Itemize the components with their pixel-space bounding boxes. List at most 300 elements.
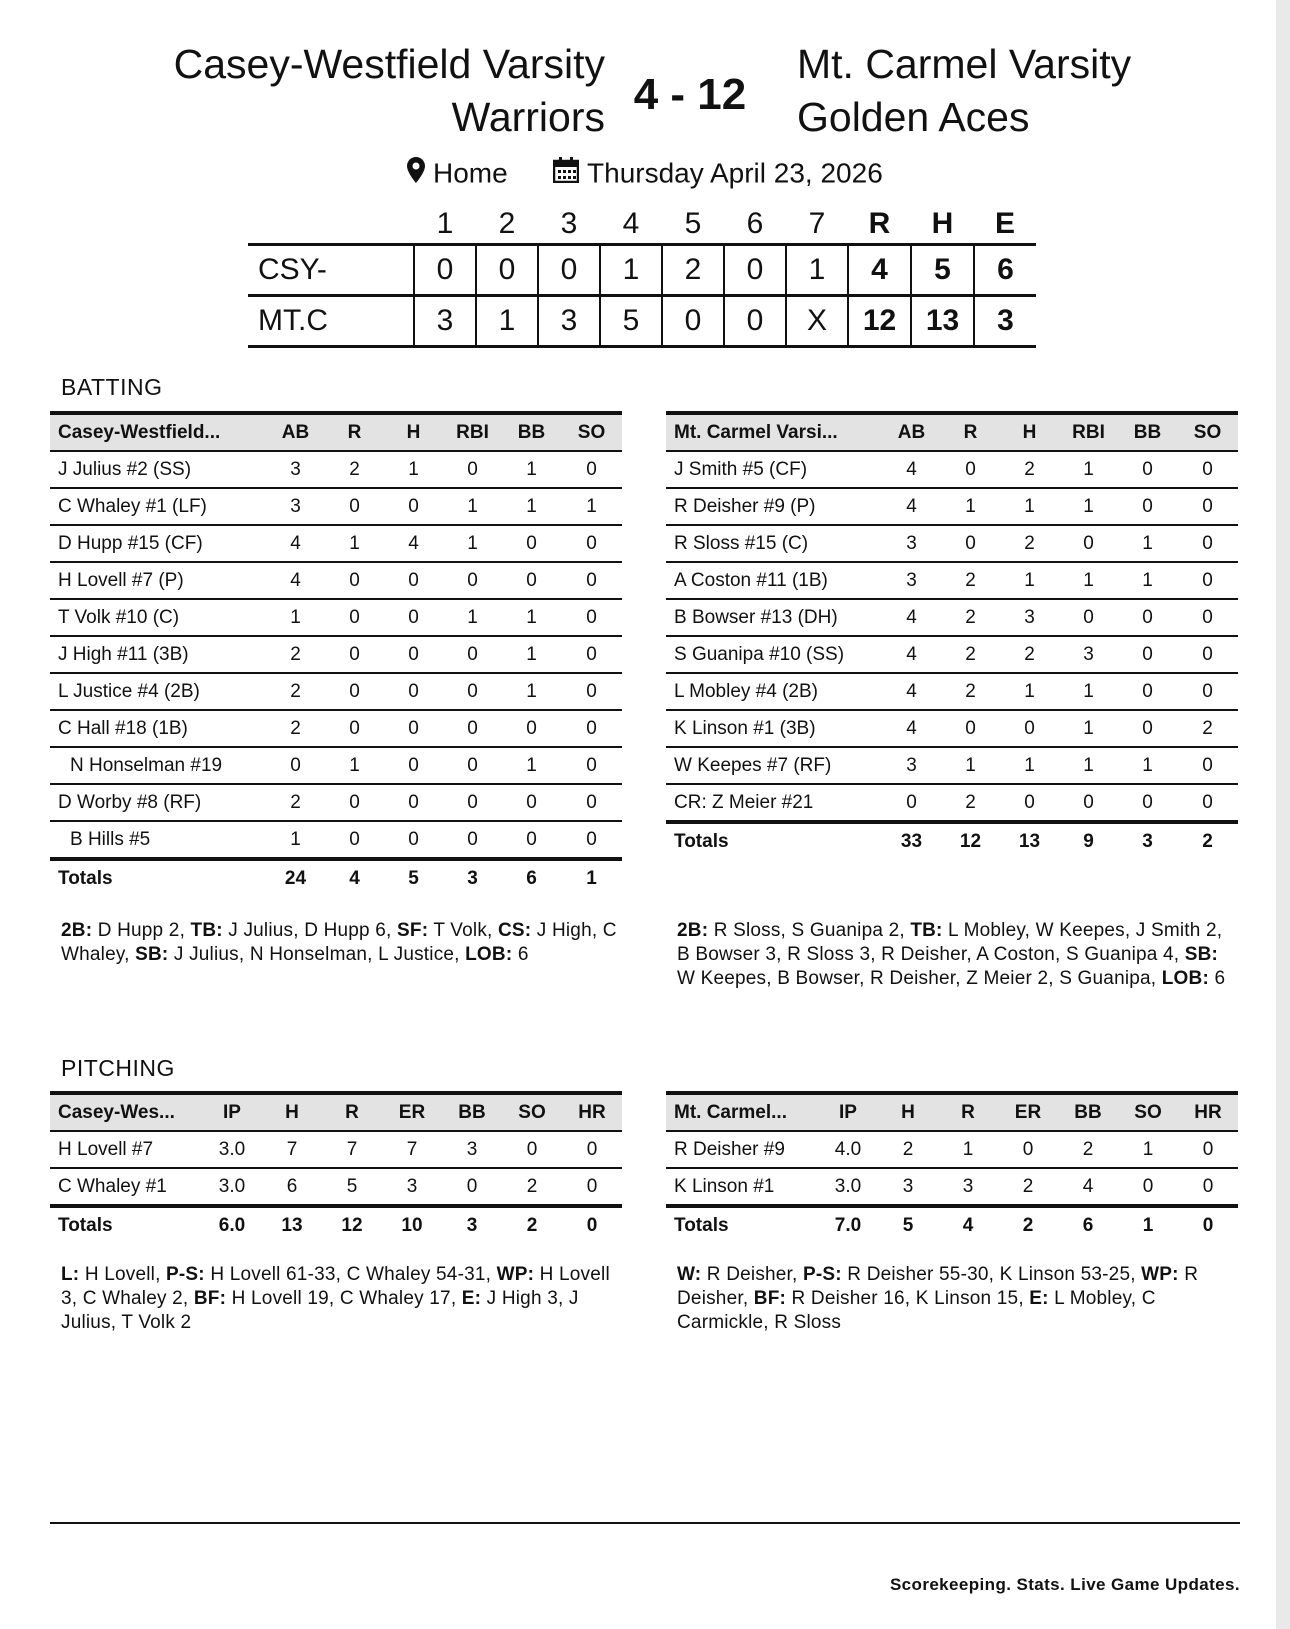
stat-cell: 2	[941, 562, 1000, 599]
stat-cell: 4	[266, 562, 325, 599]
player-name: R Sloss #15 (C)	[666, 525, 882, 562]
stat-cell: 2	[878, 1131, 938, 1168]
stat-cell: 1	[502, 673, 561, 710]
player-row	[666, 488, 1238, 525]
player-name: B Bowser #13 (DH)	[666, 599, 882, 636]
line-score-inning: 3	[414, 296, 476, 347]
stat-cell: 7	[382, 1131, 442, 1168]
batting-title: BATTING	[61, 374, 163, 400]
stat-cell: 1	[502, 599, 561, 636]
player-name: D Hupp #15 (CF)	[50, 525, 266, 562]
player-row	[666, 1168, 1238, 1206]
line-score-header	[248, 205, 1036, 245]
stat-cell: 0	[443, 710, 502, 747]
stat-cell: 0	[561, 673, 622, 710]
stat-cell: 0	[882, 784, 941, 822]
stat-cell: 2	[941, 599, 1000, 636]
column-header: SO	[577, 421, 606, 443]
stat-cell: 0	[1000, 784, 1059, 822]
line-score-team: CSY-	[258, 253, 327, 286]
total-cell: 12	[959, 830, 982, 852]
player-name: K Linson #1 (3B)	[666, 710, 882, 747]
column-header: Casey-Westfield...	[58, 421, 221, 443]
note-value: J High 3, J Julius, T Volk 2	[61, 1288, 579, 1333]
stat-cell: 0	[1118, 599, 1177, 636]
total-cell: 6	[526, 867, 537, 889]
column-header: BB	[1074, 1101, 1102, 1123]
stat-cell: 0	[1177, 636, 1238, 673]
total-cell: 12	[341, 1214, 363, 1236]
column-header: HR	[1194, 1101, 1222, 1123]
totals-row	[666, 1206, 1238, 1243]
column-header: H	[406, 421, 421, 443]
location-label: Home	[432, 157, 508, 189]
stat-cell: 0	[325, 784, 384, 821]
player-name: J Julius #2 (SS)	[50, 451, 266, 488]
home-team-line2: Golden Aces	[797, 94, 1030, 140]
note-value: 6	[512, 944, 529, 965]
table-header	[50, 1093, 622, 1131]
column-header: SO	[1134, 1101, 1162, 1123]
column-header: SO	[1193, 421, 1222, 443]
stat-cell: 0	[384, 821, 443, 859]
note-key: W:	[677, 1264, 702, 1285]
line-score-inning: 0	[538, 245, 600, 296]
total-cell: 6	[1082, 1214, 1094, 1236]
stat-cell: 2	[1000, 525, 1059, 562]
stat-cell: 2	[1058, 1131, 1118, 1168]
note-key: SB:	[135, 944, 169, 965]
note-value: J High, C Whaley,	[61, 920, 617, 965]
stat-cell: 0	[1177, 451, 1238, 488]
stat-cell: 1	[266, 599, 325, 636]
stat-cell: 0	[941, 710, 1000, 747]
stat-cell: 0	[325, 599, 384, 636]
stat-cell: 0	[1118, 488, 1177, 525]
player-row	[50, 562, 622, 599]
stat-cell: 1	[1118, 747, 1177, 784]
stat-cell: 4	[882, 636, 941, 673]
note-key: LOB:	[1161, 968, 1209, 989]
stat-cell: 0	[443, 673, 502, 710]
stat-cell: 0	[502, 784, 561, 821]
player-row	[50, 636, 622, 673]
totals-label: Totals	[58, 1214, 113, 1236]
stat-cell: 0	[443, 451, 502, 488]
total-cell: 5	[902, 1214, 914, 1236]
line-score-inning: 1	[600, 245, 662, 296]
stat-cell: 3.0	[818, 1168, 878, 1206]
stat-cell: 4	[882, 488, 941, 525]
stat-cell: 1	[443, 599, 502, 636]
player-row	[50, 710, 622, 747]
player-name: CR: Z Meier #21	[666, 784, 882, 822]
stat-cell: 1	[1000, 562, 1059, 599]
player-row	[666, 562, 1238, 599]
stat-cell: 0	[384, 673, 443, 710]
column-header: R	[345, 1101, 359, 1123]
player-row	[50, 1168, 622, 1206]
total-cell: 10	[401, 1214, 423, 1236]
player-name: R Deisher #9	[666, 1131, 818, 1168]
stat-cell: 4	[1058, 1168, 1118, 1206]
column-header: AB	[897, 421, 926, 443]
note-key: P-S:	[166, 1264, 205, 1285]
away-pitching-notes	[61, 1263, 621, 1335]
stat-cell: 1	[502, 636, 561, 673]
total-cell: 5	[408, 867, 419, 889]
player-name: C Hall #18 (1B)	[50, 710, 266, 747]
stat-cell: 2	[941, 673, 1000, 710]
inning-header: 3	[560, 207, 578, 240]
line-score-inning: 0	[662, 296, 724, 347]
stat-cell: 1	[502, 451, 561, 488]
stat-cell: 0	[443, 821, 502, 859]
player-name: H Lovell #7 (P)	[50, 562, 266, 599]
stat-cell: 0	[1177, 673, 1238, 710]
stat-cell: 2	[941, 784, 1000, 822]
stat-cell: 1	[443, 488, 502, 525]
stat-cell: 1	[1118, 525, 1177, 562]
line-score-inning: 1	[476, 296, 538, 347]
stat-cell: 7	[322, 1131, 382, 1168]
note-key: E:	[1029, 1288, 1049, 1309]
note-key: SB:	[1184, 944, 1219, 965]
stat-cell: 3	[382, 1168, 442, 1206]
line-score-inning: 0	[724, 245, 786, 296]
stat-cell: 0	[1177, 784, 1238, 822]
stat-cell: 6	[262, 1168, 322, 1206]
inning-header: 4	[622, 207, 640, 240]
stat-cell: 3	[1059, 636, 1118, 673]
total-cell: 6.0	[218, 1214, 246, 1236]
stat-cell: 3	[1000, 599, 1059, 636]
stat-cell: 4	[882, 451, 941, 488]
note-key: SF:	[397, 920, 429, 941]
home-batting-notes	[677, 919, 1237, 991]
stat-cell: 3	[882, 562, 941, 599]
stat-cell: 4	[882, 710, 941, 747]
line-score-row	[248, 296, 1036, 347]
stat-cell: 1	[1059, 710, 1118, 747]
stat-cell: 1	[443, 525, 502, 562]
stat-cell: 0	[384, 636, 443, 673]
player-name: T Volk #10 (C)	[50, 599, 266, 636]
stat-cell: 0	[443, 747, 502, 784]
stat-cell: 1	[1059, 673, 1118, 710]
note-key: L:	[61, 1264, 80, 1285]
player-name: L Justice #4 (2B)	[50, 673, 266, 710]
line-score-total: 3	[974, 296, 1036, 347]
column-header: H	[285, 1101, 299, 1123]
line-score-table	[248, 205, 1036, 348]
player-row	[50, 747, 622, 784]
inning-header: 6	[746, 207, 764, 240]
note-key: TB:	[190, 920, 223, 941]
stat-cell: 1	[384, 451, 443, 488]
stat-cell: 7	[262, 1131, 322, 1168]
total-cell: 0	[1202, 1214, 1214, 1236]
away-team-name	[174, 38, 605, 144]
column-header: BB	[458, 1101, 486, 1123]
table-header	[666, 1093, 1238, 1131]
total-cell: 13	[1018, 830, 1041, 852]
stat-cell: 0	[561, 599, 622, 636]
note-value: R Sloss, S Guanipa 2,	[708, 920, 911, 941]
stat-cell: 0	[384, 784, 443, 821]
player-name: C Whaley #1	[50, 1168, 202, 1206]
player-name: J Smith #5 (CF)	[666, 451, 882, 488]
stat-cell: 0	[1177, 488, 1238, 525]
player-name: J High #11 (3B)	[50, 636, 266, 673]
stat-cell: 1	[1059, 747, 1118, 784]
stat-cell: 0	[384, 488, 443, 525]
stat-cell: 0	[384, 599, 443, 636]
page-edge	[1276, 0, 1290, 1629]
stat-cell: 0	[384, 710, 443, 747]
stat-cell: 1	[266, 821, 325, 859]
stat-cell: 2	[1000, 636, 1059, 673]
stat-cell: 0	[502, 710, 561, 747]
totals-label: Totals	[674, 830, 729, 852]
game-header	[0, 38, 1290, 148]
note-key: TB:	[910, 920, 943, 941]
stat-cell: 0	[1118, 451, 1177, 488]
stat-cell: 0	[1059, 599, 1118, 636]
column-header: BB	[1133, 421, 1162, 443]
note-value: L Mobley, C Carmickle, R Sloss	[677, 1288, 1156, 1333]
player-row	[666, 1131, 1238, 1168]
stat-cell: 2	[266, 784, 325, 821]
stat-cell: 1	[325, 525, 384, 562]
stat-cell: 0	[1177, 562, 1238, 599]
player-row	[666, 636, 1238, 673]
stat-cell: 0	[325, 488, 384, 525]
stat-cell: 0	[1118, 784, 1177, 822]
player-row	[666, 747, 1238, 784]
game-meta	[0, 156, 1290, 190]
footer-tagline: Scorekeeping. Stats. Live Game Updates.	[889, 1575, 1240, 1594]
away-team-line2: Warriors	[451, 94, 605, 140]
total-cell: 2	[1022, 1214, 1034, 1236]
note-value: H Lovell 19, C Whaley 17,	[226, 1288, 462, 1309]
player-row	[50, 1131, 622, 1168]
stat-cell: 0	[502, 562, 561, 599]
player-row	[50, 599, 622, 636]
stat-cell: 3.0	[202, 1131, 262, 1168]
stat-cell: 2	[325, 451, 384, 488]
column-header: R	[347, 421, 362, 443]
stat-cell: 0	[1059, 525, 1118, 562]
stat-cell: 3	[882, 747, 941, 784]
column-header: Casey-Wes...	[58, 1101, 175, 1123]
stat-cell: 3	[938, 1168, 998, 1206]
column-header: IP	[839, 1101, 857, 1123]
player-row	[666, 710, 1238, 747]
player-name: K Linson #1	[666, 1168, 818, 1206]
column-header: H	[901, 1101, 915, 1123]
stat-cell: 0	[443, 784, 502, 821]
column-header: R	[961, 1101, 975, 1123]
player-name: L Mobley #4 (2B)	[666, 673, 882, 710]
stat-cell: 4.0	[818, 1131, 878, 1168]
player-row	[50, 451, 622, 488]
stat-cell: 0	[941, 451, 1000, 488]
stat-cell: 2	[998, 1168, 1058, 1206]
totals-row	[50, 1206, 622, 1243]
hits-header: H	[931, 207, 954, 240]
total-cell: 2	[526, 1214, 538, 1236]
away-batting-table	[50, 411, 622, 896]
stat-cell: 1	[938, 1131, 998, 1168]
stat-cell: 0	[941, 525, 1000, 562]
column-header: IP	[223, 1101, 241, 1123]
column-header: ER	[398, 1101, 426, 1123]
stat-cell: 3	[878, 1168, 938, 1206]
stat-cell: 0	[562, 1131, 622, 1168]
line-score-inning: 5	[600, 296, 662, 347]
player-row	[50, 488, 622, 525]
home-pitching-table	[666, 1091, 1238, 1243]
note-key: BF:	[753, 1288, 787, 1309]
stat-cell: 1	[941, 488, 1000, 525]
note-value: R Deisher,	[701, 1264, 803, 1285]
stat-cell: 0	[561, 451, 622, 488]
stat-cell: 4	[882, 599, 941, 636]
note-value: L Mobley, W Keepes, J Smith 2, B Bowser 3, R Sloss 3, R Deisher, A Coston, S Guanipa 4,	[677, 920, 1223, 965]
calendar-icon	[553, 158, 587, 189]
away-team-line1: Casey-Westfield Varsity	[173, 41, 605, 87]
player-row	[50, 821, 622, 859]
stat-cell: 0	[1178, 1168, 1238, 1206]
stat-cell: 3	[266, 451, 325, 488]
stat-cell: 1	[1059, 488, 1118, 525]
stat-cell: 0	[325, 636, 384, 673]
stat-cell: 0	[562, 1168, 622, 1206]
player-name: A Coston #11 (1B)	[666, 562, 882, 599]
player-row	[50, 525, 622, 562]
column-header: RBI	[456, 421, 489, 443]
stat-cell: 0	[998, 1131, 1058, 1168]
stat-cell: 2	[266, 636, 325, 673]
line-score-inning: 1	[786, 245, 848, 296]
stat-cell: 1	[502, 747, 561, 784]
stat-cell: 0	[1000, 710, 1059, 747]
stat-cell: 1	[1000, 488, 1059, 525]
total-cell: 7.0	[834, 1214, 862, 1236]
final-score: 4 - 12	[633, 70, 747, 119]
total-cell: 0	[586, 1214, 598, 1236]
home-pitching-notes	[677, 1263, 1237, 1335]
home-team-name	[797, 38, 1131, 144]
stat-cell: 3	[266, 488, 325, 525]
totals-row	[50, 859, 622, 896]
stat-cell: 2	[941, 636, 1000, 673]
location-pin-icon	[407, 158, 433, 189]
note-key: CS:	[497, 920, 532, 941]
stat-cell: 0	[561, 821, 622, 859]
player-name: H Lovell #7	[50, 1131, 202, 1168]
total-cell: 2	[1202, 830, 1213, 852]
column-header: Mt. Carmel...	[674, 1101, 787, 1123]
stat-cell: 0	[502, 1131, 562, 1168]
stat-cell: 1	[941, 747, 1000, 784]
stat-cell: 1	[1000, 673, 1059, 710]
player-row	[666, 673, 1238, 710]
inning-header: 2	[498, 207, 516, 240]
column-header: AB	[281, 421, 310, 443]
game-date: Thursday April 23, 2026	[587, 157, 883, 189]
player-row	[50, 784, 622, 821]
stat-cell: 0	[325, 673, 384, 710]
line-score-total: 12	[848, 296, 911, 347]
column-header: BB	[517, 421, 546, 443]
note-value: J Julius, N Honselman, L Justice,	[168, 944, 466, 965]
note-value: R Deisher 55-30, K Linson 53-25,	[841, 1264, 1142, 1285]
note-key: 2B:	[677, 920, 709, 941]
total-cell: 3	[466, 1214, 478, 1236]
player-name: B Hills #5	[50, 821, 266, 859]
stat-cell: 0	[502, 821, 561, 859]
totals-label: Totals	[674, 1214, 729, 1236]
player-name: S Guanipa #10 (SS)	[666, 636, 882, 673]
player-row	[50, 673, 622, 710]
line-score-inning: X	[786, 296, 848, 347]
player-row	[666, 451, 1238, 488]
total-cell: 13	[281, 1214, 303, 1236]
player-name: C Whaley #1 (LF)	[50, 488, 266, 525]
totals-row	[666, 822, 1238, 859]
stat-cell: 0	[1059, 784, 1118, 822]
stat-cell: 0	[1118, 1168, 1178, 1206]
column-header: HR	[578, 1101, 606, 1123]
player-row	[666, 784, 1238, 822]
away-pitching-table	[50, 1091, 622, 1243]
table-header	[666, 413, 1238, 451]
stat-cell: 1	[325, 747, 384, 784]
stat-cell: 0	[1118, 710, 1177, 747]
note-value: T Volk,	[428, 920, 498, 941]
total-cell: 4	[349, 867, 360, 889]
stat-cell: 0	[1177, 599, 1238, 636]
footer-divider	[50, 1522, 1240, 1524]
stat-cell: 0	[502, 525, 561, 562]
stat-cell: 0	[442, 1168, 502, 1206]
total-cell: 9	[1083, 830, 1094, 852]
note-key: WP:	[1141, 1264, 1179, 1285]
stat-cell: 0	[384, 562, 443, 599]
stat-cell: 0	[1118, 673, 1177, 710]
total-cell: 24	[284, 867, 307, 889]
column-header: ER	[1014, 1101, 1042, 1123]
note-value: H Lovell,	[79, 1264, 167, 1285]
stat-cell: 0	[561, 784, 622, 821]
stat-cell: 1	[1059, 451, 1118, 488]
column-header: Mt. Carmel Varsi...	[674, 421, 838, 443]
total-cell: 1	[586, 867, 597, 889]
stat-cell: 2	[502, 1168, 562, 1206]
stat-cell: 4	[384, 525, 443, 562]
stat-cell: 0	[325, 821, 384, 859]
runs-header: R	[868, 207, 891, 240]
player-name: W Keepes #7 (RF)	[666, 747, 882, 784]
stat-cell: 0	[561, 562, 622, 599]
errors-header: E	[994, 207, 1015, 240]
stat-cell: 2	[1000, 451, 1059, 488]
note-value: D Hupp 2,	[92, 920, 191, 941]
stat-cell: 0	[266, 747, 325, 784]
totals-label: Totals	[58, 867, 113, 889]
